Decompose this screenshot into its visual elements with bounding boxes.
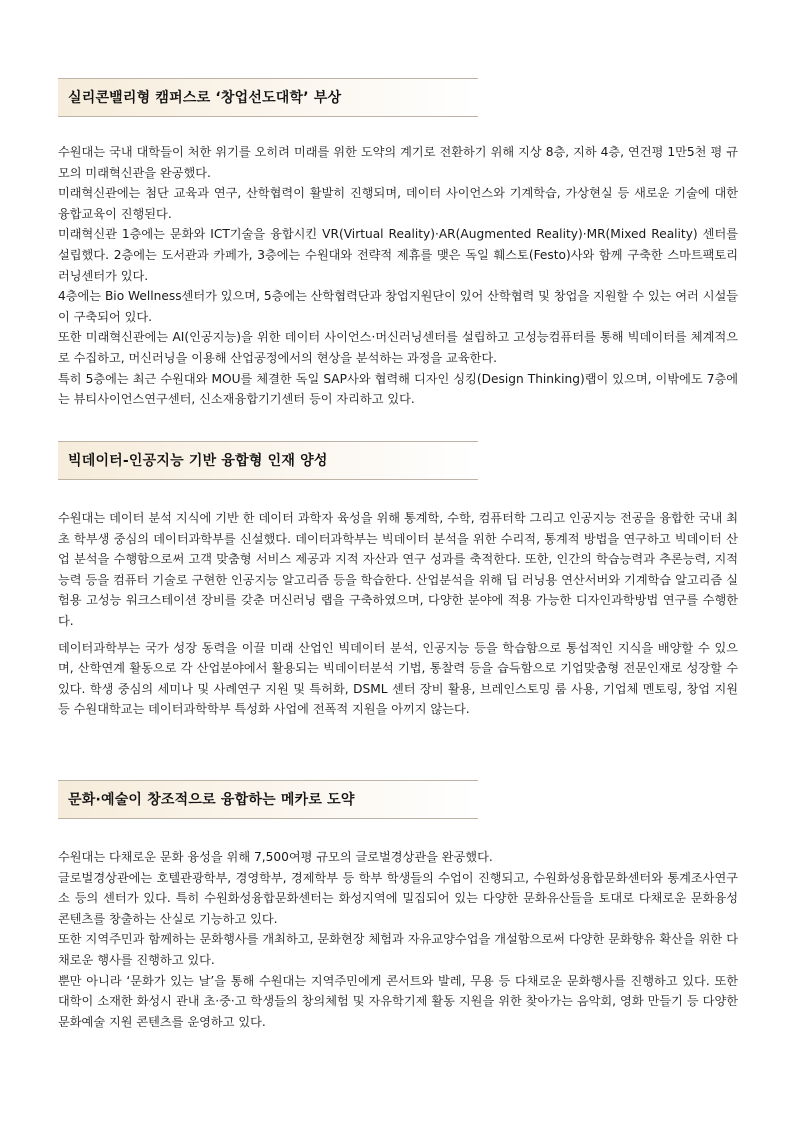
section-2 — [58, 441, 738, 720]
section-1-title: 실리콘밸리형 캠퍼스로 ‘창업선도대학’ 부상 — [68, 90, 342, 106]
section-2-heading — [58, 441, 478, 481]
paragraph: 수원대는 다채로운 문화 융성을 위해 7,500여평 규모의 글로벌경상관을 완공했다. — [58, 850, 493, 864]
section-1-body — [58, 142, 738, 410]
section-3 — [58, 780, 738, 1032]
section-2-title: 빅데이터-인공지능 기반 융합형 인재 양성 — [68, 453, 328, 469]
paragraph: 뿐만 아니라 ‘문화가 있는 날’을 통해 수원대는 지역주민에게 콘서트와 발레, 무용 등 다채로운 문화행사를 진행하고 있다. 또한 대학이 소재한 화성시 관내 초·중·고 학생들의 창의체험 및 자유학기제 활동 지원을 위한 찾아가는 음악회, 영화 만들기 등 다양한 문화예술 지원 콘텐츠를 운영하고 있다. — [58, 973, 738, 1029]
section-3-title: 문화·예술이 창조적으로 융합하는 메카로 도약 — [68, 792, 355, 808]
section-3-body — [58, 847, 738, 1032]
section-2-body — [58, 508, 738, 720]
paragraph: 글로벌경상관에는 호텔관광학부, 경영학부, 경제학부 등 학부 학생들의 수업이 진행되고, 수원화성융합문화센터와 통계조사연구소 등의 센터가 있다. 특히 수원화성융합문화센터는 화성지역에 밀집되어 있는 다양한 문화유산들을 토대로 다채로운 문화융성 콘텐츠를 창출하는 산실로 기능하고 있다. — [58, 870, 738, 926]
paragraph: 미래혁신관에는 첨단 교육과 연구, 산학협력이 활발히 진행되며, 데이터 사이언스와 기계학습, 가상현실 등 새로운 기술에 대한 융합교육이 진행된다. — [58, 186, 738, 221]
section-3-heading — [58, 780, 478, 820]
paragraph: 특히 5층에는 최근 수원대와 MOU를 체결한 독일 SAP사와 협력해 디자인 싱킹(Design Thinking)랩이 있으며, 이밖에도 7층에는 뷰티사이언스연구센터, 신소재융합기기센터 등이 자리하고 있다. — [58, 371, 738, 407]
paragraph: 미래혁신관 1층에는 문화와 ICT기술을 융합시킨 VR(Virtual Reality)·AR(Augmented Reality)·MR(Mixed Reality) 센터를 설립했다. 2층에는 도서관과 카페가, 3층에는 수원대와 전략적 제휴를 맺은 독일 훼스토(Festo)사와 함께 구축한 스마트팩토리러닝센터가 있다. — [58, 227, 738, 283]
section-1 — [58, 78, 738, 410]
paragraph: 수원대는 국내 대학들이 처한 위기를 오히려 미래를 위한 도약의 계기로 전환하기 위해 지상 8층, 지하 4층, 연건평 1만5천 평 규모의 미래혁신관을 완공했다. — [58, 145, 738, 180]
paragraph: 4층에는 Bio Wellness센터가 있으며, 5층에는 산학협력단과 창업지원단이 있어 산학협력 및 창업을 지원할 수 있는 여러 시설들이 구축되어 있다. — [58, 289, 739, 324]
paragraph: 데이터과학부는 국가 성장 동력을 이끌 미래 산업인 빅데이터 분석, 인공지능 등을 학습함으로 통섭적인 지식을 배양할 수 있으며, 산학연계 활동으로 각 산업분야에서 활용되는 빅데이터분석 기법, 통찰력 등을 습득함으로 기업맞춤형 전문인재로 성장할 수 있다. 학생 중심의 세미나 및 사례연구 지원 및 특허화, DSML 센터 장비 활용, 브레인스토밍 룸 사용, 기업체 멘토링, 창업 지원 등 수원대학교는 데이터과학학부 특성화 사업에 전폭적 지원을 아끼지 않는다. — [58, 640, 738, 717]
section-1-heading — [58, 78, 478, 118]
paragraph: 또한 미래혁신관에는 AI(인공지능)을 위한 데이터 사이언스·머신러닝센터를 설립하고 고성능컴퓨터를 통해 빅데이터를 체계적으로 수집하고, 머신러닝을 이용해 산업공정에서의 현상을 분석하는 과정을 교육한다. — [58, 330, 738, 365]
paragraph: 수원대는 데이터 분석 지식에 기반 한 데이터 과학자 육성을 위해 통계학, 수학, 컴퓨터학 그리고 인공지능 전공을 융합한 국내 최초 학부생 중심의 데이터과학부를 신설했다. 데이터과학부는 빅데이터 분석을 위한 수리적, 통계적 방법을 연구하고 빅데이터 산업 분석을 수행함으로써 고객 맞춤형 서비스 제공과 지적 자산과 연구 성과를 축적한다. 또한, 인간의 학습능력과 추론능력, 지적능력 등을 컴퓨터 기술로 구현한 인공지능 알고리즘 등을 학습한다. 산업분석을 위해 딥 러닝용 연산서버와 기계학습 알고리즘 실험용 고성능 워크스테이션 장비를 갖춘 머신러닝 랩을 구축하였으며, 다양한 분야에 적용 가능한 디자인과학방법 연구를 수행한다. — [58, 511, 738, 628]
paragraph: 또한 지역주민과 함께하는 문화행사를 개최하고, 문화현장 체험과 자유교양수업을 개설함으로써 다양한 문화향유 확산을 위한 다채로운 행사를 진행하고 있다. — [58, 932, 738, 967]
